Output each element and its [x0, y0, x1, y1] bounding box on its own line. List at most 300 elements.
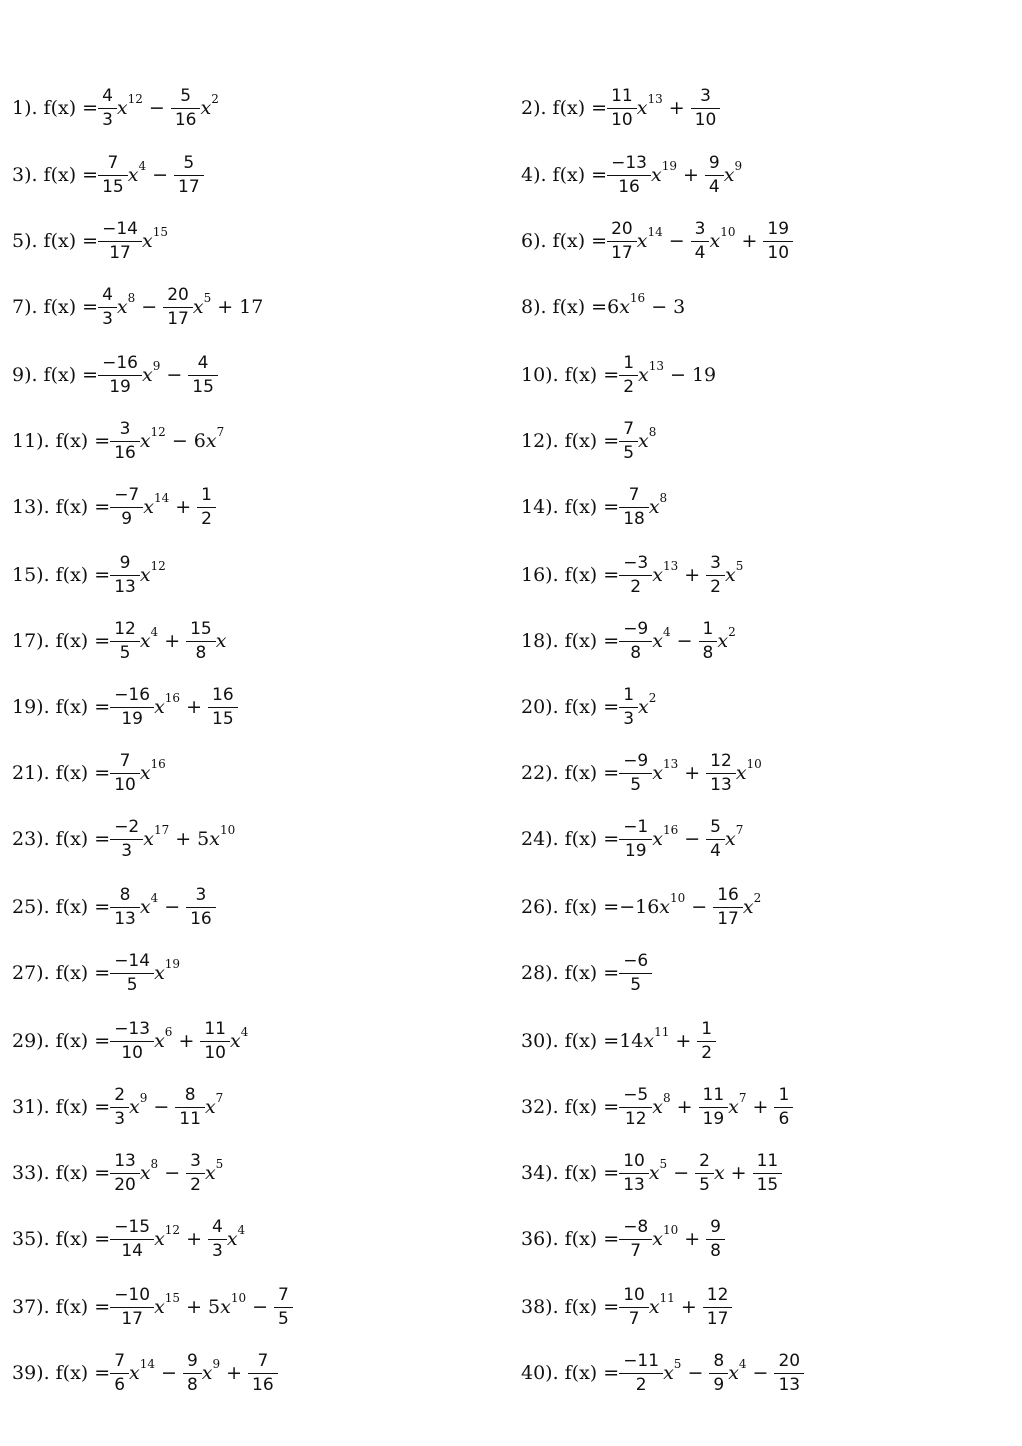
- term: [673, 296, 685, 318]
- exponent: 7: [738, 1091, 747, 1105]
- variable: x: [709, 230, 721, 252]
- denominator: 16: [171, 108, 201, 129]
- denominator: 13: [110, 575, 140, 596]
- numerator: 10: [623, 1284, 645, 1305]
- fraction: [621, 552, 650, 597]
- variable: x: [139, 630, 151, 652]
- exponent: 13: [647, 92, 663, 106]
- numerator: −14: [102, 218, 138, 239]
- operator: −: [252, 1296, 269, 1318]
- denominator: 5: [110, 973, 154, 994]
- exponent: 16: [150, 757, 166, 771]
- problem-number: 15).: [12, 564, 50, 586]
- numerator: 4: [102, 284, 113, 305]
- numerator: 2: [114, 1084, 126, 1105]
- problem-number: 5).: [12, 230, 38, 252]
- operator: +: [684, 1228, 701, 1250]
- numerator: 16: [717, 884, 739, 905]
- function-lhs: f(x) =: [55, 1228, 111, 1250]
- variable: x: [717, 630, 729, 652]
- exponent: 11: [659, 1291, 675, 1305]
- numerator: −16: [102, 352, 138, 373]
- variable: x: [141, 230, 153, 252]
- term: [110, 618, 159, 663]
- term: [619, 1084, 671, 1129]
- exponent: 4: [237, 1223, 246, 1237]
- numerator: −3: [623, 552, 649, 573]
- coefficient: 14: [619, 1030, 644, 1052]
- numerator: −11: [623, 1350, 660, 1371]
- term: [699, 1084, 747, 1129]
- denominator: 8: [619, 641, 652, 662]
- denominator: 13: [110, 907, 140, 928]
- term: [695, 1150, 725, 1195]
- fraction: [188, 1150, 203, 1195]
- problem-number: 1).: [12, 97, 38, 119]
- exponent: 5: [735, 559, 744, 573]
- function-lhs: f(x) =: [55, 630, 111, 652]
- term: [163, 284, 212, 329]
- operator: −: [166, 364, 183, 386]
- denominator: 16: [607, 175, 651, 196]
- operator: −: [164, 896, 181, 918]
- variable: x: [725, 828, 736, 850]
- denominator: 2: [197, 507, 216, 528]
- operator: −: [141, 296, 158, 318]
- variable: x: [638, 430, 649, 452]
- problem-item: [12, 280, 263, 334]
- term: [208, 1216, 246, 1261]
- function-lhs: f(x) =: [55, 1362, 111, 1384]
- variable: x: [636, 97, 648, 119]
- numerator: 9: [186, 1350, 198, 1371]
- problem-item: [12, 1146, 223, 1200]
- function-lhs: f(x) =: [55, 1030, 111, 1052]
- problem-number: 37).: [12, 1296, 50, 1318]
- term: [697, 1018, 716, 1063]
- fraction: [621, 1216, 650, 1261]
- exponent: 11: [654, 1025, 670, 1039]
- numerator: 1: [623, 684, 635, 705]
- numerator: −7: [114, 484, 140, 505]
- numerator: −5: [623, 1084, 649, 1105]
- problem-number: 21).: [12, 762, 50, 784]
- numerator: 13: [114, 1150, 136, 1171]
- problem-number: 8).: [521, 296, 547, 318]
- fraction: [621, 618, 650, 663]
- problem-item: [12, 1346, 278, 1400]
- exponent: 7: [215, 1091, 224, 1105]
- fraction: [112, 418, 138, 463]
- numerator: 8: [119, 884, 131, 905]
- exponent: 12: [127, 92, 143, 106]
- term: [110, 1150, 159, 1195]
- function-lhs: f(x) =: [564, 564, 620, 586]
- term: [619, 1216, 679, 1261]
- denominator: 13: [706, 773, 736, 794]
- exponent: 4: [150, 891, 159, 905]
- problem-number: 33).: [12, 1162, 50, 1184]
- exponent: 14: [139, 1357, 156, 1371]
- problem-item: [12, 480, 216, 534]
- operator: +: [186, 1228, 202, 1250]
- term: [763, 218, 793, 263]
- variable: x: [154, 696, 165, 718]
- exponent: 5: [673, 1357, 682, 1371]
- term: [208, 1291, 247, 1318]
- exponent: 15: [152, 225, 168, 239]
- function-lhs: f(x) =: [564, 630, 620, 652]
- variable: x: [728, 1096, 739, 1118]
- variable: x: [139, 430, 151, 452]
- denominator: 10: [691, 108, 721, 129]
- fraction: [776, 1350, 802, 1395]
- coefficient: −16: [619, 896, 660, 918]
- fraction: [112, 1084, 127, 1129]
- function-lhs: f(x) =: [564, 962, 620, 984]
- exponent: 8: [648, 425, 657, 439]
- operator: +: [680, 1296, 697, 1318]
- operator: −: [670, 364, 686, 386]
- problem-number: 10).: [521, 364, 559, 386]
- problem-item: [12, 348, 218, 402]
- numerator: −2: [114, 816, 140, 837]
- term: [709, 1350, 747, 1395]
- exponent: 13: [662, 559, 679, 573]
- numerator: 16: [212, 684, 234, 705]
- exponent: 13: [662, 757, 679, 771]
- numerator: 1: [778, 1084, 790, 1105]
- fraction: [112, 684, 152, 729]
- fraction: [173, 85, 199, 130]
- variable: x: [226, 1228, 238, 1250]
- term: [208, 684, 238, 729]
- numerator: 11: [702, 1084, 725, 1105]
- function-lhs: f(x) =: [552, 164, 608, 186]
- denominator: 18: [619, 507, 649, 528]
- denominator: 10: [607, 108, 637, 129]
- problem-number: 35).: [12, 1228, 50, 1250]
- numerator: 4: [102, 85, 113, 106]
- numerator: 3: [710, 552, 721, 573]
- denominator: 17: [98, 241, 142, 262]
- variable: x: [619, 296, 630, 318]
- fraction: [210, 1216, 225, 1261]
- function-lhs: f(x) =: [55, 1296, 111, 1318]
- problem-number: 34).: [521, 1162, 559, 1184]
- variable: x: [139, 564, 151, 586]
- exponent: 7: [735, 823, 744, 837]
- problem-number: 16).: [521, 564, 559, 586]
- numerator: 5: [710, 816, 721, 837]
- function-lhs: f(x) =: [55, 896, 111, 918]
- term: [110, 552, 166, 597]
- variable: x: [728, 1362, 739, 1384]
- term: [753, 1150, 783, 1195]
- denominator: 2: [619, 1373, 663, 1394]
- term: [619, 1150, 668, 1195]
- fraction: [609, 85, 635, 130]
- variable: x: [650, 164, 662, 186]
- variable: x: [636, 230, 648, 252]
- function-lhs: f(x) =: [564, 430, 620, 452]
- term: [607, 85, 663, 130]
- problem-item: [521, 1280, 732, 1334]
- fraction: [693, 218, 708, 263]
- fraction: [701, 1084, 727, 1129]
- denominator: 3: [110, 839, 143, 860]
- numerator: 3: [700, 85, 711, 106]
- term: [706, 552, 744, 597]
- variable: x: [742, 896, 754, 918]
- variable: x: [141, 364, 153, 386]
- fraction: [708, 816, 723, 861]
- exponent: 9: [139, 1091, 148, 1105]
- numerator: −6: [623, 950, 649, 971]
- numerator: 1: [702, 618, 714, 639]
- term: [703, 1284, 733, 1329]
- problem-item: [521, 812, 743, 866]
- function-lhs: f(x) =: [43, 164, 99, 186]
- numerator: −8: [623, 1216, 649, 1237]
- fraction: [621, 1350, 661, 1395]
- numerator: 3: [195, 884, 207, 905]
- exponent: 16: [164, 691, 181, 705]
- fraction: [112, 1216, 152, 1261]
- numerator: −9: [623, 750, 649, 771]
- variable: x: [652, 828, 663, 850]
- variable: x: [143, 496, 154, 518]
- exponent: 16: [629, 291, 646, 305]
- denominator: 15: [208, 707, 238, 728]
- term: [193, 425, 225, 452]
- exponent: 4: [738, 1357, 747, 1371]
- problem-number: 14).: [521, 496, 559, 518]
- exponent: 8: [659, 491, 668, 505]
- denominator: 5: [695, 1173, 714, 1194]
- fraction: [112, 816, 141, 861]
- term: [186, 1150, 224, 1195]
- fraction: [112, 884, 138, 929]
- term: [607, 291, 646, 318]
- operator: +: [164, 630, 181, 652]
- fraction: [693, 85, 719, 130]
- term: [186, 884, 216, 929]
- denominator: 5: [110, 641, 140, 662]
- function-lhs: f(x) =: [564, 496, 620, 518]
- numerator: 9: [708, 152, 720, 173]
- variable: x: [205, 430, 217, 452]
- problem-item: [12, 1080, 223, 1134]
- term: [110, 884, 159, 929]
- problem-item: [12, 1280, 293, 1334]
- exponent: 6: [164, 1025, 173, 1039]
- term: [774, 1350, 804, 1395]
- numerator: 9: [119, 552, 131, 573]
- exponent: 10: [746, 757, 762, 771]
- denominator: 8: [699, 641, 718, 662]
- problem-item: [12, 680, 238, 734]
- coefficient: 3: [673, 296, 686, 318]
- fraction: [188, 884, 214, 929]
- denominator: 19: [619, 839, 652, 860]
- exponent: 19: [164, 957, 181, 971]
- term: [619, 552, 679, 597]
- term: [619, 1284, 675, 1329]
- denominator: 5: [619, 773, 652, 794]
- fraction: [100, 352, 140, 397]
- term: [619, 484, 668, 529]
- numerator: −10: [114, 1284, 151, 1305]
- problem-number: 7).: [12, 296, 38, 318]
- term: [274, 1284, 293, 1329]
- coefficient: 19: [691, 364, 717, 386]
- numerator: 11: [756, 1150, 779, 1171]
- numerator: −16: [114, 684, 151, 705]
- variable: x: [116, 296, 128, 318]
- variable: x: [638, 696, 649, 718]
- operator: −: [676, 630, 693, 652]
- operator: −: [171, 430, 188, 452]
- problem-item: [521, 1346, 804, 1400]
- numerator: 11: [204, 1018, 226, 1039]
- numerator: −9: [623, 618, 649, 639]
- problem-number: 18).: [521, 630, 559, 652]
- denominator: 8: [186, 641, 216, 662]
- exponent: 5: [203, 291, 212, 305]
- numerator: 8: [184, 1084, 196, 1105]
- problem-item: [521, 946, 652, 1000]
- fraction: [708, 750, 734, 795]
- function-lhs: f(x) =: [564, 1030, 620, 1052]
- operator: +: [741, 230, 758, 252]
- fraction: [177, 1084, 203, 1129]
- problem-item: [521, 214, 793, 268]
- term: [706, 816, 744, 861]
- term: [692, 364, 716, 386]
- operator: +: [175, 496, 192, 518]
- problem-item: [521, 348, 716, 402]
- problem-item: [12, 746, 166, 800]
- problem-number: 31).: [12, 1096, 50, 1118]
- fraction: [701, 618, 716, 663]
- problem-number: 13).: [12, 496, 50, 518]
- problem-number: 12).: [521, 430, 559, 452]
- fraction: [609, 218, 635, 263]
- fraction: [776, 1084, 791, 1129]
- problem-number: 26).: [521, 896, 559, 918]
- fraction: [100, 152, 126, 197]
- problem-number: 23).: [12, 828, 50, 850]
- numerator: 9: [710, 1216, 721, 1237]
- problem-number: 24).: [521, 828, 559, 850]
- numerator: 12: [710, 750, 732, 771]
- fraction: [699, 1018, 714, 1063]
- term: [98, 152, 147, 197]
- exponent: 10: [670, 891, 686, 905]
- variable: x: [139, 1162, 151, 1184]
- term: [98, 85, 143, 130]
- fraction: [210, 684, 236, 729]
- operator: +: [730, 1162, 747, 1184]
- function-lhs: f(x) =: [43, 230, 99, 252]
- problem-item: [521, 148, 742, 202]
- fraction: [202, 1018, 228, 1063]
- denominator: 2: [619, 575, 652, 596]
- variable: x: [154, 1030, 165, 1052]
- coefficient: 17: [239, 296, 264, 318]
- operator: −: [752, 1362, 769, 1384]
- function-lhs: f(x) =: [564, 828, 620, 850]
- term: [110, 1216, 181, 1261]
- numerator: 7: [278, 1284, 289, 1305]
- term: [774, 1084, 793, 1129]
- coefficient: 6: [193, 430, 206, 452]
- function-lhs: f(x) =: [55, 962, 111, 984]
- problem-item: [521, 480, 667, 534]
- numerator: −14: [114, 950, 151, 971]
- exponent: 9: [152, 359, 161, 373]
- problem-number: 39).: [12, 1362, 50, 1384]
- denominator: 17: [607, 241, 637, 262]
- function-lhs: f(x) =: [564, 762, 620, 784]
- function-lhs: f(x) =: [43, 97, 99, 119]
- fraction: [112, 552, 138, 597]
- denominator: 5: [619, 441, 638, 462]
- term: [197, 823, 236, 850]
- fraction: [190, 352, 216, 397]
- problem-number: 17).: [12, 630, 50, 652]
- fraction: [100, 284, 115, 329]
- function-lhs: f(x) =: [564, 1362, 620, 1384]
- problem-item: [521, 614, 736, 668]
- exponent: 16: [662, 823, 679, 837]
- problem-item: [12, 414, 224, 468]
- numerator: 8: [713, 1350, 725, 1371]
- denominator: 13: [619, 1173, 649, 1194]
- fraction: [697, 1150, 712, 1195]
- problem-number: 38).: [521, 1296, 559, 1318]
- fraction: [621, 418, 636, 463]
- fraction: [112, 1284, 152, 1329]
- problem-item: [521, 1014, 716, 1068]
- numerator: 7: [119, 750, 131, 771]
- function-lhs: f(x) =: [55, 564, 111, 586]
- exponent: 4: [150, 625, 159, 639]
- problem-number: 4).: [521, 164, 547, 186]
- variable: x: [723, 164, 735, 186]
- numerator: 4: [197, 352, 209, 373]
- fraction: [185, 1350, 200, 1395]
- denominator: 8: [183, 1373, 202, 1394]
- problem-number: 19).: [12, 696, 50, 718]
- denominator: 3: [619, 707, 638, 728]
- numerator: −1: [623, 816, 649, 837]
- term: [619, 1025, 670, 1052]
- problem-item: [12, 812, 235, 866]
- term: [607, 152, 677, 197]
- variable: x: [139, 762, 151, 784]
- denominator: 10: [110, 773, 140, 794]
- term: [607, 218, 663, 263]
- exponent: 14: [647, 225, 663, 239]
- denominator: 7: [619, 1239, 652, 1260]
- denominator: 19: [98, 375, 142, 396]
- variable: x: [638, 364, 649, 386]
- term: [110, 816, 170, 861]
- term: [619, 891, 686, 918]
- variable: x: [192, 296, 204, 318]
